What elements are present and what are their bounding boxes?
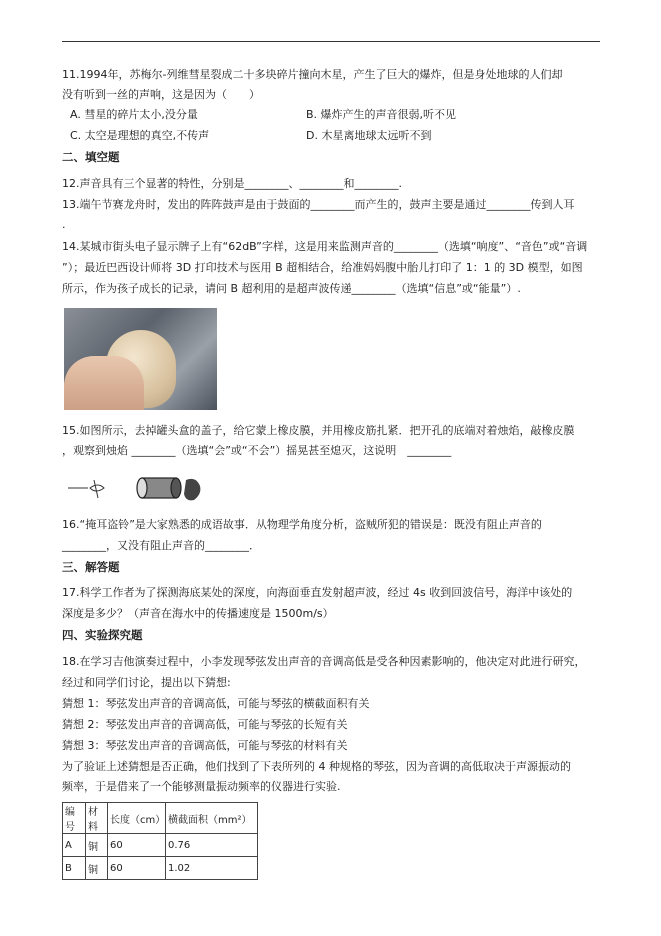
table-cell: 60 [108,857,166,880]
q18-guess2: 猜想 2：琴弦发出声音的音调高低，可能与琴弦的长短有关 [62,718,348,731]
q12-text: 12.声音具有三个显著的特性，分别是________、________和________. [62,177,402,190]
section-answer-title: 三、解答题 [62,560,120,574]
table-cell: 60 [108,834,166,857]
q15-line2: ，观察到烛焰 ________（选填“会”或“不会”）摇晃甚至熄灭，这说明 ________ [62,444,452,457]
fetus-3d-model-photo [64,308,217,410]
q14-line2: ”）；最近巴西设计师将 3D 打印技术与医用 B 超相结合，给准妈妈腹中胎儿打印了 1：1 的 3D 模型，如图 [62,261,583,274]
hand-tapping-icon [184,479,200,501]
tin-can-icon [137,478,181,498]
table-header-cell: 编号 [63,803,86,834]
section-fill-in-title: 二、填空题 [62,150,120,164]
q18-guess3: 猜想 3：琴弦发出声音的音调高低，可能与琴弦的材料有关 [62,739,348,752]
q16-line2: ________，又没有阻止声音的________． [62,539,260,552]
table-cell: A [63,834,86,857]
q18-line3: 为了验证上述猜想是否正确，他们找到了下表所列的 4 种规格的琴弦，因为音调的高低取决于声源振动的 [62,760,571,773]
table-header-cell: 长度（cm） [108,803,166,834]
q11-option-a: A. 彗星的碎片太小,没分量 [70,108,198,121]
table-header-cell: 横截面积（mm²） [166,803,258,834]
table-cell: B [63,857,86,880]
q13-line2: . [62,218,66,231]
q18-guess1: 猜想 1：琴弦发出声音的音调高低，可能与琴弦的横截面积有关 [62,697,370,710]
table-cell: 0.76 [166,834,258,857]
hand-shape [64,356,144,410]
table-cell: 铜 [86,834,108,857]
table-cell: 铜 [86,857,108,880]
q11-option-d: D. 木星离地球太远听不到 [306,129,432,142]
table-header-row [63,803,258,834]
q18-line2: 经过和同学们讨论，提出以下猜想: [62,676,231,689]
header-rule [62,41,600,42]
section-experiment-title: 四、实验探究题 [62,628,143,642]
q11-line1: 11.1994年，苏梅尔-列维彗星裂成二十多块碎片撞向木星，产生了巨大的爆炸，但是身处地球的人们却 [62,68,563,81]
q15-line1: 15.如图所示，去掉罐头盒的盖子，给它蒙上橡皮膜，并用橡皮筋扎紧．把开孔的底端对着烛焰，敲橡皮膜 [62,424,575,437]
q17-line1: 17.科学工作者为了探测海底某处的深度，向海面垂直发射超声波，经过 4s 收到回波信号，海洋中该处的 [62,586,573,599]
q14-line3: 所示，作为孩子成长的记录，请问 B 超利用的是超声波传递________（选填“信息”或“能量”）. [62,282,521,295]
can-and-candle-diagram [62,472,212,504]
table-row [63,857,258,880]
q11-line2: 没有听到一丝的声响，这是因为（ ） [62,88,260,101]
table-row [63,834,258,857]
q14-line1: 14.某城市街头电子显示牌子上有“62dB”字样，这是用来监测声音的________（选填“响度”、“音色”或“音调 [62,240,588,253]
q16-line1: 16.“掩耳盗铃”是大家熟悉的成语故事．从物理学角度分析，盗贼所犯的错误是：既没有阻止声音的 [62,518,542,531]
q18-line4: 频率，于是借来了一个能够测量振动频率的仪器进行实验. [62,780,341,793]
table-header-cell: 材料 [86,803,108,834]
string-spec-table [62,802,258,880]
candle-icon [68,480,104,498]
q11-option-c: C. 太空是理想的真空,不传声 [70,129,210,142]
table-cell: 1.02 [166,857,258,880]
q18-line1: 18.在学习吉他演奏过程中，小李发现琴弦发出声音的音调高低是受各种因素影响的，他决定对此进行研究， [62,655,586,668]
q17-line2: 深度是多少？（声音在海水中的传播速度是 1500m/s） [62,607,334,620]
q11-option-b: B. 爆炸产生的声音很弱,听不见 [306,108,457,121]
q13-line1: 13.端午节赛龙舟时，发出的阵阵鼓声是由于鼓面的________而产生的，鼓声主要是通过________传到人耳 [62,198,575,211]
